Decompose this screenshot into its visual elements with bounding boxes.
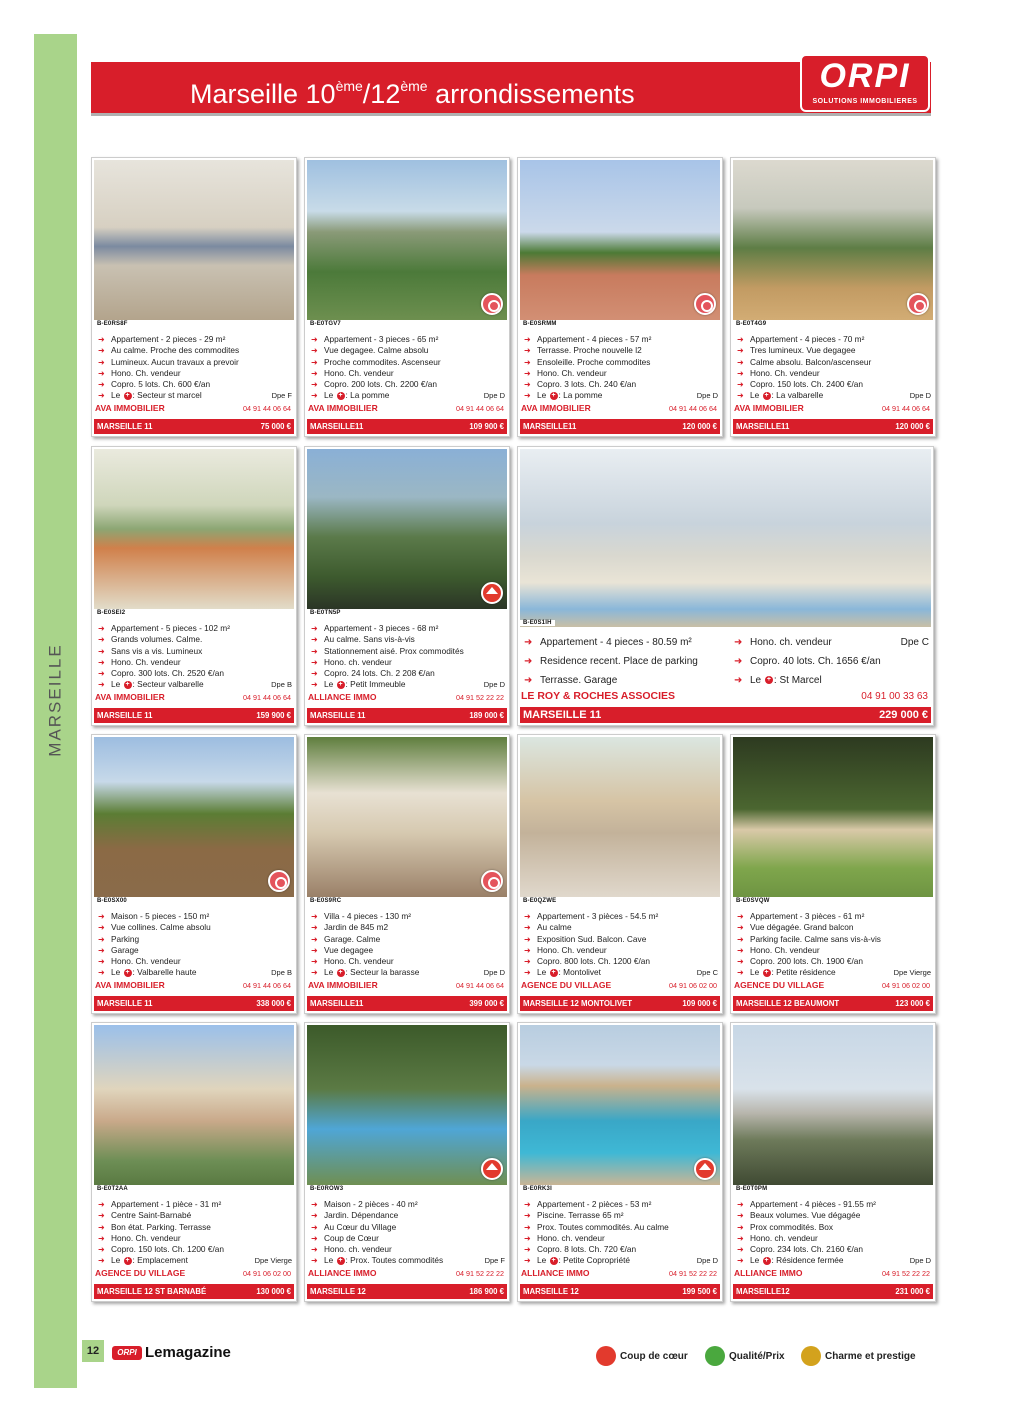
price-bar: MARSEILLE 12 MONTOLIVET 109 000 € xyxy=(520,996,720,1011)
listing-ref: B-E0ROW3 xyxy=(307,1186,346,1192)
plus-icon: + xyxy=(551,969,556,977)
listing-details: ➜ Appartement - 1 pièce - 31 m² ➜ Centre Saint-Barnabé ➜ Bon état. Parking. Terrasse ➜ Hono. Ch. vendeur ➜ Copro. 150 lots. Ch. 1200 €/an ➜ Le + : Emplacement xyxy=(98,1199,290,1267)
listing-ref: B-E0T2AA xyxy=(94,1186,131,1192)
agency-row: AVA IMMOBILIER 04 91 44 06 64 xyxy=(95,403,291,413)
dpe-label: Dpe D xyxy=(483,968,505,977)
listing-photo[interactable] xyxy=(733,1025,933,1185)
listing-ref: B-E0S9RC xyxy=(307,898,344,904)
plus-icon: + xyxy=(764,392,769,400)
plus-icon: + xyxy=(764,969,769,977)
agency-row: AVA IMMOBILIER 04 91 44 06 64 xyxy=(95,980,291,990)
listing-ref: B-E0TGV7 xyxy=(307,321,344,327)
listing-ref: B-E0RK3I xyxy=(520,1186,555,1192)
dpe-label: Dpe B xyxy=(271,968,292,977)
dpe-label: Dpe D xyxy=(909,391,931,400)
listing-photo[interactable] xyxy=(520,1025,720,1185)
listing-details: ➜ Appartement - 3 pièces - 61 m² ➜ Vue dégagée. Grand balcon ➜ Parking facile. Calme sans vis-à-vis ➜ Hono. Ch. vendeur ➜ Copro. 200 lots. Ch. 1900 €/an ➜ Le + : Petite résidence xyxy=(737,911,929,979)
listing-details: ➜ Maison - 2 pièces - 40 m² ➜ Jardin. Dépendance ➜ Au Cœur du Village ➜ Coup de Cœur ➜ Hono. ch. vendeur ➜ Le + : Prox. Toutes commodités xyxy=(311,1199,503,1267)
featured-listing-card[interactable] xyxy=(517,446,934,726)
agency-row: AVA IMMOBILIER 04 91 44 06 64 xyxy=(734,403,930,413)
dpe-label: Dpe F xyxy=(484,1256,505,1265)
listing-photo[interactable] xyxy=(94,1025,294,1185)
listing-photo[interactable] xyxy=(94,449,294,609)
listing-details: ➜ Appartement - 3 pieces - 68 m² ➜ Au calme. Sans vis-à-vis ➜ Stationnement aisé. Prox commodités ➜ Hono. ch. vendeur ➜ Copro. 24 lots. Ch. 2 208 €/an ➜ Le + : Petit Immeuble xyxy=(311,623,503,691)
dpe-label: Dpe F xyxy=(271,391,292,400)
legend-coup-de-coeur: Coup de cœur xyxy=(596,1346,688,1366)
listing-photo[interactable] xyxy=(94,160,294,320)
plus-icon: + xyxy=(125,969,130,977)
listing-card[interactable] xyxy=(304,157,510,437)
listing-ref: B-E0QZWE xyxy=(520,898,559,904)
listing-details: ➜ Maison - 5 pieces - 150 m² ➜ Vue collines. Calme absolu ➜ Parking ➜ Garage ➜ Hono. Ch. vendeur ➜ Le + : Valbarelle haute xyxy=(98,911,290,979)
price-bar: MARSEILLE 11 159 900 € xyxy=(94,708,294,723)
price-bar: MARSEILLE 12 BEAUMONT 123 000 € xyxy=(733,996,933,1011)
listing-card[interactable] xyxy=(730,734,936,1014)
listing-card[interactable] xyxy=(91,1022,297,1302)
dpe-label: Dpe D xyxy=(483,391,505,400)
agency-row: LE ROY & ROCHES ASSOCIES 04 91 00 33 63 xyxy=(521,690,928,702)
price-bar: MARSEILLE 12 199 500 € xyxy=(520,1284,720,1299)
agency-row: ALLIANCE IMMO 04 91 52 22 22 xyxy=(521,1268,717,1278)
listing-ref: B-E0SRMM xyxy=(520,321,560,327)
dpe-label: Dpe B xyxy=(271,680,292,689)
agency-row: AGENCE DU VILLAGE 04 91 06 02 00 xyxy=(95,1268,291,1278)
listing-details: ➜ Appartement - 2 pieces - 29 m² ➜ Au calme. Proche des commodites ➜ Lumineux. Aucun travaux a prevoir ➜ Hono. Ch. vendeur ➜ Copro. 5 lots. Ch. 600 €/an ➜ Le + : Secteur st marcel xyxy=(98,334,290,402)
listing-photo[interactable] xyxy=(520,449,931,627)
plus-icon: + xyxy=(338,1257,343,1265)
listing-photo[interactable] xyxy=(520,737,720,897)
listing-card[interactable] xyxy=(304,1022,510,1302)
qualite-prix-house-icon xyxy=(481,582,503,604)
plus-icon: + xyxy=(551,392,556,400)
listing-photo[interactable] xyxy=(307,1025,507,1185)
listing-ref: B-E0SEI2 xyxy=(94,610,128,616)
dpe-label: Dpe D xyxy=(909,1256,931,1265)
dpe-label: Dpe Vierge xyxy=(893,968,931,977)
plus-icon: + xyxy=(125,1257,130,1265)
price-bar: MARSEILLE11 120 000 € xyxy=(733,419,933,434)
coup-de-coeur-icon xyxy=(596,1346,616,1366)
listing-details: ➜ Appartement - 4 pieces - 70 m² ➜ Tres lumineux. Vue degagee ➜ Calme absolu. Balcon/ascenseur ➜ Hono. Ch. vendeur ➜ Copro. 150 lots. Ch. 2400 €/an ➜ Le + : La valbarelle xyxy=(737,334,929,402)
listing-details: ➜ Appartement - 4 pièces - 91.55 m² ➜ Beaux volumes. Vue dégagée ➜ Prox commodités. Box ➜ Hono. ch. vendeur ➜ Copro. 234 lots. Ch. 2160 €/an ➜ Le + : Résidence fermée xyxy=(737,1199,929,1267)
listing-details: ➜ Appartement - 3 pièces - 54.5 m² ➜ Au calme ➜ Exposition Sud. Balcon. Cave ➜ Hono. Ch. vendeur ➜ Copro. 800 lots. Ch. 1200 €/an ➜ Le + : Montolivet xyxy=(524,911,716,979)
agency-row: AGENCE DU VILLAGE 04 91 06 02 00 xyxy=(521,980,717,990)
dpe-label: Dpe C xyxy=(696,968,718,977)
plus-icon: + xyxy=(338,392,343,400)
listing-details: ➜ Appartement - 4 pieces - 80.59 m² ➜ Residence recent. Place de parking ➜ Terrasse. Garage xyxy=(524,633,698,690)
price-bar: MARSEILLE 12 ST BARNABÉ 130 000 € xyxy=(94,1284,294,1299)
legend-qualite-prix: Qualité/Prix xyxy=(705,1346,785,1366)
coup-de-coeur-icon xyxy=(694,293,716,315)
listing-ref: B-E0SVQW xyxy=(733,898,773,904)
orpi-logo[interactable]: ORPI SOLUTIONS IMMOBILIERES xyxy=(800,54,930,112)
listing-card[interactable] xyxy=(517,157,723,437)
listing-photo[interactable] xyxy=(733,737,933,897)
listing-photo[interactable] xyxy=(520,160,720,320)
listing-ref: B-E0T0PM xyxy=(733,1186,770,1192)
listing-ref: B-E0RS8F xyxy=(94,321,131,327)
listing-photo[interactable] xyxy=(307,737,507,897)
listing-card[interactable] xyxy=(517,734,723,1014)
magazine-title: Lemagazine xyxy=(145,1344,231,1361)
agency-row: ALLIANCE IMMO 04 91 52 22 22 xyxy=(734,1268,930,1278)
listing-card[interactable] xyxy=(91,446,297,726)
listing-details: ➜ Appartement - 4 pieces - 57 m² ➜ Terrasse. Proche nouvelle l2 ➜ Ensoleille. Proche commodites ➜ Hono. Ch. vendeur ➜ Copro. 3 lots. Ch. 240 €/an ➜ Le + : La pomme xyxy=(524,334,716,402)
price-bar: MARSEILLE 11 189 000 € xyxy=(307,708,507,723)
qualite-prix-house-icon xyxy=(481,1158,503,1180)
listing-card[interactable] xyxy=(91,157,297,437)
coup-de-coeur-icon xyxy=(268,870,290,892)
price-bar: MARSEILLE 11 338 000 € xyxy=(94,996,294,1011)
listing-card[interactable] xyxy=(304,734,510,1014)
listing-photo[interactable] xyxy=(307,449,507,609)
price-bar: MARSEILLE12 231 000 € xyxy=(733,1284,933,1299)
price-bar: MARSEILLE 12 186 900 € xyxy=(307,1284,507,1299)
price-bar: MARSEILLE11 399 000 € xyxy=(307,996,507,1011)
page-title: Marseille 10ème/12ème arrondissements xyxy=(190,78,635,109)
coup-de-coeur-icon xyxy=(481,293,503,315)
legend-charme-prestige: Charme et prestige xyxy=(801,1346,916,1366)
plus-icon: + xyxy=(125,392,130,400)
agency-row: AVA IMMOBILIER 04 91 44 06 64 xyxy=(95,692,291,702)
charme-prestige-icon xyxy=(801,1346,821,1366)
listing-photo[interactable] xyxy=(733,160,933,320)
listing-details: ➜ Appartement - 3 pieces - 65 m² ➜ Vue degagee. Calme absolu ➜ Proche commodites. Ascenseur ➜ Hono. Ch. vendeur ➜ Copro. 200 lots. Ch. 2200 €/an ➜ Le + : La pomme xyxy=(311,334,503,402)
dpe-label: Dpe C xyxy=(900,637,929,648)
listing-ref: B-E0TN5P xyxy=(307,610,344,616)
agency-row: ALLIANCE IMMO 04 91 52 22 22 xyxy=(308,1268,504,1278)
listing-card[interactable] xyxy=(730,157,936,437)
agency-row: AVA IMMOBILIER 04 91 44 06 64 xyxy=(308,403,504,413)
sidebar-label: MARSEILLE xyxy=(45,643,65,757)
qualite-prix-house-icon xyxy=(694,1158,716,1180)
dpe-label: Dpe D xyxy=(696,1256,718,1265)
plus-icon: + xyxy=(766,676,771,684)
dpe-label: Dpe Vierge xyxy=(254,1256,292,1265)
listing-details: ➜ Appartement - 2 pièces - 53 m² ➜ Piscine. Terrasse 65 m² ➜ Prox. Toutes commodités. Au calme ➜ Hono. ch. vendeur ➜ Copro. 8 lots. Ch. 720 €/an ➜ Le + : Petite Copropriété xyxy=(524,1199,716,1267)
plus-icon: + xyxy=(125,681,130,689)
listing-card[interactable] xyxy=(91,734,297,1014)
price-bar: MARSEILLE 11 75 000 € xyxy=(94,419,294,434)
listing-card[interactable] xyxy=(517,1022,723,1302)
coup-de-coeur-icon xyxy=(907,293,929,315)
coup-de-coeur-icon xyxy=(481,870,503,892)
agency-row: ALLIANCE IMMO 04 91 52 22 22 xyxy=(308,692,504,702)
listing-photo[interactable] xyxy=(94,737,294,897)
listing-details: ➜ Appartement - 5 pieces - 102 m² ➜ Grands volumes. Calme. ➜ Sans vis a vis. Lumineux ➜ Hono. Ch. vendeur ➜ Copro. 300 lots. Ch. 2520 €/an ➜ Le + : Secteur valbarelle xyxy=(98,623,290,691)
listing-photo[interactable] xyxy=(307,160,507,320)
price-bar: MARSEILLE 11 229 000 € xyxy=(520,707,931,723)
agency-row: AVA IMMOBILIER 04 91 44 06 64 xyxy=(308,980,504,990)
listing-card[interactable] xyxy=(304,446,510,726)
agency-row: AVA IMMOBILIER 04 91 44 06 64 xyxy=(521,403,717,413)
listing-details-extra: ➜ Hono. ch. vendeur ➜ Copro. 40 lots. Ch. 1656 €/an ➜ Le + : St Marcel xyxy=(734,633,881,690)
listing-details: ➜ Villa - 4 pieces - 130 m² ➜ Jardin de 845 m2 ➜ Garage. Calme ➜ Vue degagee ➜ Hono. Ch. vendeur ➜ Le + : Secteur la barasse xyxy=(311,911,503,979)
dpe-label: Dpe D xyxy=(696,391,718,400)
listing-ref: B-E0T4G9 xyxy=(733,321,769,327)
plus-icon: + xyxy=(764,1257,769,1265)
price-bar: MARSEILLE11 109 900 € xyxy=(307,419,507,434)
footer-orpi-logo: ORPI xyxy=(112,1346,142,1360)
plus-icon: + xyxy=(338,681,343,689)
plus-icon: + xyxy=(551,1257,556,1265)
price-bar: MARSEILLE11 120 000 € xyxy=(520,419,720,434)
listing-ref: B-E0S1IH xyxy=(520,620,555,626)
listing-card[interactable] xyxy=(730,1022,936,1302)
page-number: 12 xyxy=(82,1340,104,1362)
listing-ref: B-E0SX00 xyxy=(94,898,130,904)
plus-icon: + xyxy=(338,969,343,977)
qualite-prix-icon xyxy=(705,1346,725,1366)
agency-row: AGENCE DU VILLAGE 04 91 06 02 00 xyxy=(734,980,930,990)
dpe-label: Dpe D xyxy=(483,680,505,689)
